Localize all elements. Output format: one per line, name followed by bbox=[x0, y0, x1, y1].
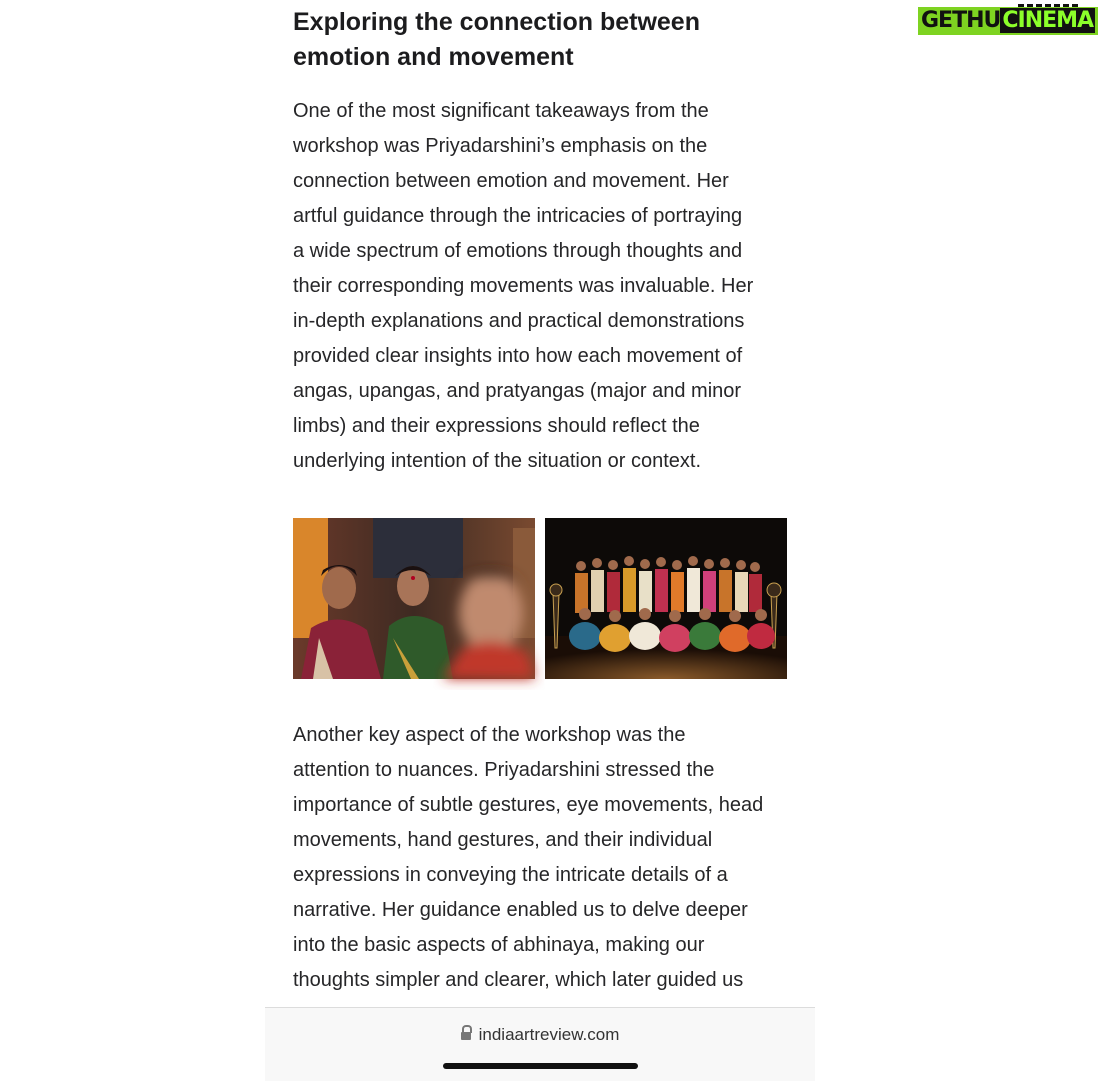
lock-icon bbox=[461, 1029, 471, 1041]
watermark-text: GETHUCINEMA bbox=[918, 7, 1098, 35]
paragraph-emotion-movement: One of the most significant takeaways from the workshop was Priyadarshini’s emphasis on the connection between emotion and movement. Her artful guidance through the intricacies of portraying a wide spectrum of emotions through thoughts and their corresponding movements was invaluable. Her in-depth explanations and practical demonstrations provided clear insights into how each movement of angas, upangas, and pratyangas (major and minor limbs) and their expressions should reflect the underlying intention of the situation or context. bbox=[293, 100, 754, 472]
browser-address-bar[interactable] bbox=[265, 1007, 815, 1081]
section-heading: Exploring the connection between emotion and movement bbox=[293, 8, 700, 71]
paragraph-nuances: Another key aspect of the workshop was the attention to nuances. Priyadarshini stressed the importance of subtle gestures, eye movements, head movements, hand gestures, and their individual expressions in conveying the intricate details of a narrative. Her guidance enabled us to delve deeper into the basic aspects of abhinaya, making our thoughts simpler and clearer, which later guided us bbox=[293, 724, 764, 991]
workshop-participants-photo[interactable] bbox=[293, 518, 535, 679]
watermark-logo bbox=[918, 4, 1094, 42]
group-stage-photo[interactable] bbox=[545, 518, 787, 679]
home-indicator[interactable] bbox=[443, 1063, 638, 1069]
url-display[interactable] bbox=[265, 1025, 815, 1045]
url-text: indiaartreview.com bbox=[478, 1025, 620, 1044]
